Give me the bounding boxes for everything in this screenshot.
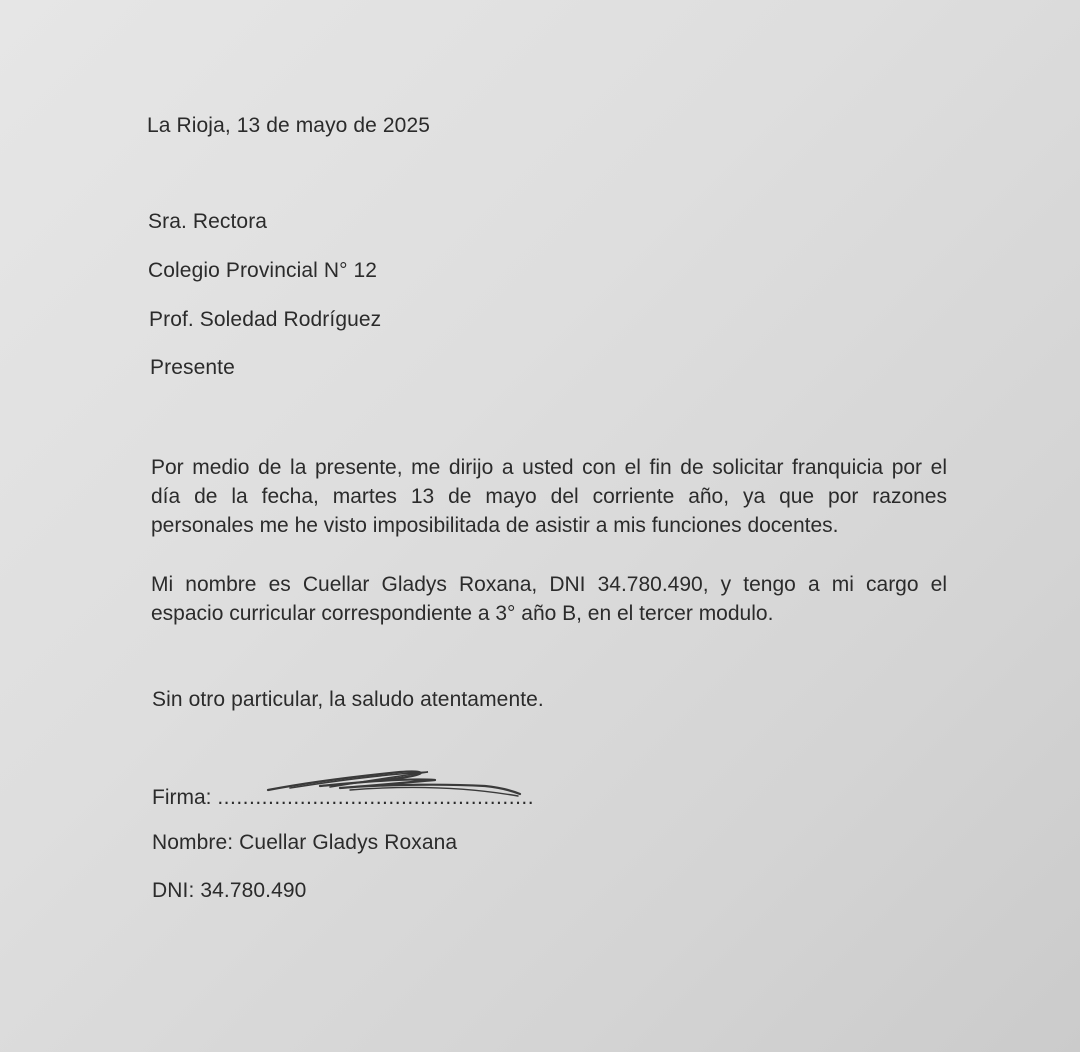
body-paragraph-2 xyxy=(151,570,947,628)
recipient-name: Prof. Soledad Rodríguez xyxy=(149,308,382,331)
recipient-institution: Colegio Provincial N° 12 xyxy=(148,259,378,282)
paragraph-line: personales me he visto imposibilitada de asistir a mis funciones docentes. xyxy=(151,514,839,537)
body-paragraph-1 xyxy=(151,453,947,540)
place-date: La Rioja, 13 de mayo de 2025 xyxy=(147,114,430,137)
paragraph-line: día de la fecha, martes 13 de mayo del corriente año, ya que por razones xyxy=(151,485,947,508)
nombre-line: Nombre: Cuellar Gladys Roxana xyxy=(152,831,458,854)
paragraph-line: Por medio de la presente, me dirijo a usted con el fin de solicitar franquicia por el xyxy=(151,456,947,479)
paragraph-line: espacio curricular correspondiente a 3° año B, en el tercer modulo. xyxy=(151,602,774,625)
dni-line: DNI: 34.780.490 xyxy=(152,879,307,902)
recipient-presente: Presente xyxy=(150,356,235,379)
handwritten-signature xyxy=(250,760,550,810)
closing-line: Sin otro particular, la saludo atentamente. xyxy=(152,688,544,711)
paragraph-line: Mi nombre es Cuellar Gladys Roxana, DNI 34.780.490, y tengo a mi cargo el xyxy=(151,573,947,596)
firma-label: Firma: xyxy=(152,786,212,809)
firma-dots: .................................................. xyxy=(217,786,535,809)
recipient-title: Sra. Rectora xyxy=(148,210,268,233)
